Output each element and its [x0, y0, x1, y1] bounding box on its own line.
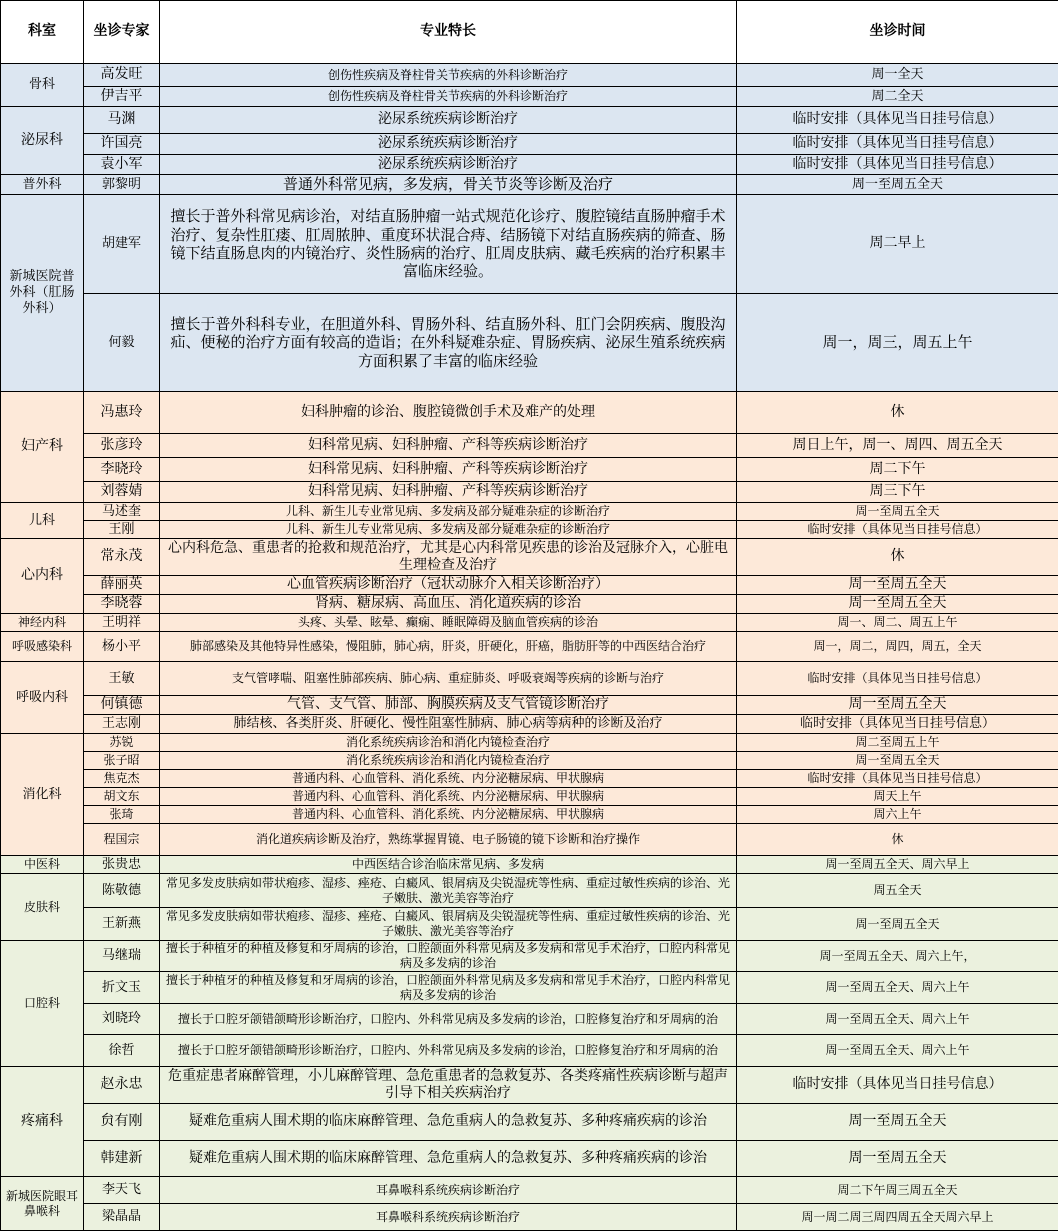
- doctor-cell: 常永茂: [84, 539, 160, 576]
- table-row: [1, 1104, 1058, 1141]
- department-cell: 妇产科: [1, 392, 84, 503]
- specialty-cell: 妇科肿瘤的诊治、腹腔镜微创手术及难产的处理: [160, 392, 737, 434]
- specialty-cell: 心内科危急、重患者的抢救和规范治疗，尤其是心内科常见疾患的诊治及冠脉介入，心脏电生理检查及治疗: [160, 539, 737, 576]
- schedule-cell: 周三下午: [737, 482, 1058, 503]
- schedule-cell: 周一至周五全天、周六上午: [737, 972, 1058, 1004]
- table-row: [1, 595, 1058, 614]
- doctor-cell: 陈敬德: [84, 874, 160, 908]
- schedule-cell: 周一周二周三周四周五全天周六早上: [737, 1204, 1058, 1231]
- department-cell: 骨科: [1, 64, 84, 107]
- table-row: [1, 752, 1058, 770]
- specialty-cell: 擅长于口腔牙颌错颌畸形诊断治疗，口腔内、外科常见病及多发病的诊治，口腔修复治疗和牙周病的治: [160, 1004, 737, 1035]
- table-row: [1, 458, 1058, 482]
- department-cell: 口腔科: [1, 941, 84, 1067]
- doctor-cell: 张贵忠: [84, 856, 160, 874]
- specialty-cell: 中西医结合诊治临床常见病、多发病: [160, 856, 737, 874]
- table-row: [1, 482, 1058, 503]
- schedule-cell: 周二全天: [737, 87, 1058, 107]
- specialty-cell: 肾病、糖尿病、高血压、消化道疾病的诊治: [160, 595, 737, 614]
- department-cell: 皮肤科: [1, 874, 84, 941]
- doctor-cell: 杨小平: [84, 632, 160, 662]
- schedule-cell: 周二下午周三周五全天: [737, 1177, 1058, 1204]
- table-row: [1, 195, 1058, 294]
- specialty-cell: 头疼、头晕、眩晕、癫痫、睡眠障碍及脑血管疾病的诊治: [160, 614, 737, 632]
- doctor-cell: 袁小军: [84, 155, 160, 175]
- table-row: [1, 1067, 1058, 1104]
- specialty-cell: 创伤性疾病及脊柱骨关节疾病的外科诊断治疗: [160, 87, 737, 107]
- schedule-cell: 周一，周三，周五上午: [737, 294, 1058, 392]
- doctor-cell: 高发旺: [84, 64, 160, 87]
- table-row: [1, 1004, 1058, 1035]
- table-row: [1, 434, 1058, 458]
- department-cell: 消化科: [1, 734, 84, 856]
- table-row: [1, 788, 1058, 806]
- department-cell: 儿科: [1, 503, 84, 539]
- header-department: 科室: [1, 1, 84, 64]
- specialty-cell: 消化道疾病诊断及治疗，熟练掌握胃镜、电子肠镜的镜下诊断和治疗操作: [160, 824, 737, 856]
- table-row: [1, 521, 1058, 539]
- table-row: [1, 107, 1058, 134]
- schedule-cell: 周二至周五上午: [737, 734, 1058, 752]
- doctor-cell: 赵永忠: [84, 1067, 160, 1104]
- header-doctor: 坐诊专家: [84, 1, 160, 64]
- specialty-cell: 耳鼻喉科系统疾病诊断治疗: [160, 1177, 737, 1204]
- table-row: [1, 972, 1058, 1004]
- schedule-cell: 周一至周五全天: [737, 595, 1058, 614]
- specialty-cell: 擅长于普外科科专业，在胆道外科、胃肠外科、结直肠外科、肛门会阴疾病、腹股沟疝、便秘的治疗方面有较高的造诣；在外科疑难杂症、胃肠疾病、泌尿生殖系统疾病方面积累了丰富的临床经验: [160, 294, 737, 392]
- schedule-cell: 周一至周五全天: [737, 503, 1058, 521]
- specialty-cell: 常见多发皮肤病如带状疱疹、湿疹、痤疮、白癜风、银屑病及尖锐湿疣等性病、重症过敏性疾病的诊治、光子嫩肤、激光美容等治疗: [160, 874, 737, 908]
- specialty-cell: 肺部感染及其他特异性感染，慢阻肺，肺心病，肝炎，肝硬化，肝癌，脂肪肝等的中西医结合治疗: [160, 632, 737, 662]
- specialty-cell: 普通外科常见病，多发病，骨关节炎等诊断及治疗: [160, 175, 737, 195]
- doctor-cell: 张琦: [84, 806, 160, 824]
- schedule-cell: 周一至周五全天: [737, 1104, 1058, 1141]
- doctor-cell: 王新燕: [84, 908, 160, 941]
- table-row: [1, 734, 1058, 752]
- doctor-cell: 何毅: [84, 294, 160, 392]
- table-row: [1, 770, 1058, 788]
- schedule-cell: 周一至周五全天: [737, 752, 1058, 770]
- doctor-cell: 程国宗: [84, 824, 160, 856]
- schedule-cell: 周一至周五全天: [737, 696, 1058, 715]
- specialty-cell: 气管、支气管、肺部、胸膜疾病及支气管镜诊断治疗: [160, 696, 737, 715]
- table-row: [1, 155, 1058, 175]
- schedule-cell: 周一至周五全天: [737, 1141, 1058, 1177]
- specialty-cell: 耳鼻喉科系统疾病诊断治疗: [160, 1204, 737, 1231]
- table-row: [1, 874, 1058, 908]
- schedule-cell: 临时安排（具体见当日挂号信息）: [737, 521, 1058, 539]
- specialty-cell: 泌尿系统疾病诊断治疗: [160, 107, 737, 134]
- table-row: [1, 294, 1058, 392]
- doctor-cell: 贠有刚: [84, 1104, 160, 1141]
- schedule-cell: 周一至周五全天、周六上午: [737, 1035, 1058, 1067]
- schedule-cell: 周六上午: [737, 806, 1058, 824]
- doctor-cell: 薛丽英: [84, 576, 160, 595]
- doctor-cell: 郭黎明: [84, 175, 160, 195]
- table-row: [1, 64, 1058, 87]
- schedule-cell: 周一至周五全天: [737, 175, 1058, 195]
- specialty-cell: 消化系统疾病诊治和消化内镜检查治疗: [160, 734, 737, 752]
- table-row: [1, 503, 1058, 521]
- doctor-cell: 韩建新: [84, 1141, 160, 1177]
- table-row: [1, 134, 1058, 155]
- specialty-cell: 泌尿系统疾病诊断治疗: [160, 134, 737, 155]
- table-row: [1, 87, 1058, 107]
- table-row: [1, 856, 1058, 874]
- specialty-cell: 消化系统疾病诊治和消化内镜检查治疗: [160, 752, 737, 770]
- schedule-cell: 周一至周五全天、周六上午: [737, 1004, 1058, 1035]
- table-row: [1, 632, 1058, 662]
- table-row: [1, 941, 1058, 972]
- table-row: [1, 696, 1058, 715]
- schedule-cell: 临时安排（具体见当日挂号信息）: [737, 107, 1058, 134]
- doctor-cell: 刘蓉婧: [84, 482, 160, 503]
- schedule-cell: 周一全天: [737, 64, 1058, 87]
- specialty-cell: 妇科常见病、妇科肿瘤、产科等疾病诊断治疗: [160, 434, 737, 458]
- schedule-cell: 临时安排（具体见当日挂号信息）: [737, 715, 1058, 734]
- table-row: [1, 908, 1058, 941]
- schedule-cell: 周五全天: [737, 874, 1058, 908]
- doctor-cell: 焦克杰: [84, 770, 160, 788]
- header-schedule: 坐诊时间: [737, 1, 1058, 64]
- schedule-cell: 周日上午，周一、周四、周五全天: [737, 434, 1058, 458]
- doctor-cell: 王志刚: [84, 715, 160, 734]
- schedule-cell: 周一至周五全天、周六上午，: [737, 941, 1058, 972]
- table-row: [1, 1204, 1058, 1231]
- specialty-cell: 妇科常见病、妇科肿瘤、产科等疾病诊断治疗: [160, 482, 737, 503]
- doctor-cell: 张子昭: [84, 752, 160, 770]
- header-specialty: 专业特长: [160, 1, 737, 64]
- table-row: [1, 614, 1058, 632]
- doctor-cell: 梁晶晶: [84, 1204, 160, 1231]
- department-cell: 泌尿科: [1, 107, 84, 175]
- table-row: [1, 824, 1058, 856]
- schedule-cell: 周一、周二、周五上午: [737, 614, 1058, 632]
- specialty-cell: 普通内科、心血管科、消化系统、内分泌糖尿病、甲状腺病: [160, 770, 737, 788]
- specialty-cell: 擅长于普外科常见病诊治，对结直肠肿瘤一站式规范化诊疗、腹腔镜结直肠肿瘤手术治疗、复杂性肛瘘、肛周脓肿、重度环状混合痔、结肠镜下对结直肠疾病的筛查、肠镜下结直肠息肉的内镜治疗、炎性肠病的治疗、肛周皮肤病、藏毛疾病的治疗积累丰富临床经验。: [160, 195, 737, 294]
- doctor-cell: 李晓蓉: [84, 595, 160, 614]
- specialty-cell: 擅长于口腔牙颌错颌畸形诊断治疗，口腔内、外科常见病及多发病的诊治，口腔修复治疗和牙周病的治: [160, 1035, 737, 1067]
- department-cell: 呼吸内科: [1, 662, 84, 734]
- table-row: [1, 715, 1058, 734]
- specialty-cell: 疑难危重病人围术期的临床麻醉管理、急危重病人的急救复苏、多种疼痛疾病的诊治: [160, 1104, 737, 1141]
- header-row: [1, 1, 1058, 64]
- doctor-cell: 王刚: [84, 521, 160, 539]
- schedule-cell: 周天上午: [737, 788, 1058, 806]
- department-cell: 疼痛科: [1, 1067, 84, 1177]
- table-row: [1, 576, 1058, 595]
- doctor-cell: 徐哲: [84, 1035, 160, 1067]
- department-cell: 中医科: [1, 856, 84, 874]
- table-row: [1, 175, 1058, 195]
- department-cell: 呼吸感染科: [1, 632, 84, 662]
- schedule-cell: 临时安排（具体见当日挂号信息）: [737, 662, 1058, 696]
- doctor-cell: 马继瑞: [84, 941, 160, 972]
- doctor-cell: 刘晓玲: [84, 1004, 160, 1035]
- specialty-cell: 肺结核、各类肝炎、肝硬化、慢性阻塞性肺病、肺心病等病种的诊断及治疗: [160, 715, 737, 734]
- doctor-cell: 胡建军: [84, 195, 160, 294]
- doctor-cell: 马渊: [84, 107, 160, 134]
- schedule-cell: 周一至周五全天、周六早上: [737, 856, 1058, 874]
- specialty-cell: 泌尿系统疾病诊断治疗: [160, 155, 737, 175]
- doctor-cell: 冯惠玲: [84, 392, 160, 434]
- doctor-cell: 李晓玲: [84, 458, 160, 482]
- schedule-cell: 周二早上: [737, 195, 1058, 294]
- specialty-cell: 擅长于种植牙的种植及修复和牙周病的诊治，口腔颌面外科常见病及多发病和常见手术治疗，口腔内科常见病及多发病的诊治: [160, 972, 737, 1004]
- table-row: [1, 1035, 1058, 1067]
- specialty-cell: 危重症患者麻醉管理，小儿麻醉管理、急危重患者的急救复苏、各类疼痛性疾病诊断与超声引导下相关疾病治疗: [160, 1067, 737, 1104]
- schedule-cell: 周一至周五全天: [737, 576, 1058, 595]
- doctor-cell: 苏锐: [84, 734, 160, 752]
- specialty-cell: 心血管疾病诊断治疗（冠状动脉介入相关诊断治疗）: [160, 576, 737, 595]
- schedule-cell: 休: [737, 824, 1058, 856]
- doctor-cell: 李天飞: [84, 1177, 160, 1204]
- department-cell: 普外科: [1, 175, 84, 195]
- doctor-cell: 何镇德: [84, 696, 160, 715]
- doctor-cell: 王敏: [84, 662, 160, 696]
- schedule-cell: 临时安排（具体见当日挂号信息）: [737, 134, 1058, 155]
- specialty-cell: 普通内科、心血管科、消化系统、内分泌糖尿病、甲状腺病: [160, 806, 737, 824]
- schedule-cell: 周二下午: [737, 458, 1058, 482]
- doctor-cell: 张彦玲: [84, 434, 160, 458]
- department-cell: 新城医院眼耳鼻喉科: [1, 1177, 84, 1231]
- department-cell: 新城医院普外科（肛肠外科）: [1, 195, 84, 392]
- specialty-cell: 儿科、新生儿专业常见病、多发病及部分疑难杂症的诊断治疗: [160, 503, 737, 521]
- table-row: [1, 806, 1058, 824]
- schedule-cell: 周一，周二，周四，周五，全天: [737, 632, 1058, 662]
- doctor-cell: 许国亮: [84, 134, 160, 155]
- specialty-cell: 儿科、新生儿专业常见病、多发病及部分疑难杂症的诊断治疗: [160, 521, 737, 539]
- specialty-cell: 普通内科、心血管科、消化系统、内分泌糖尿病、甲状腺病: [160, 788, 737, 806]
- department-cell: 神经内科: [1, 614, 84, 632]
- schedule-cell: 临时安排（具体见当日挂号信息）: [737, 770, 1058, 788]
- table-row: [1, 1177, 1058, 1204]
- doctor-cell: 折文玉: [84, 972, 160, 1004]
- table-row: [1, 1141, 1058, 1177]
- specialty-cell: 擅长于种植牙的种植及修复和牙周病的诊治，口腔颌面外科常见病及多发病和常见手术治疗，口腔内科常见病及多发病的诊治: [160, 941, 737, 972]
- schedule-cell: 临时安排（具体见当日挂号信息）: [737, 155, 1058, 175]
- specialty-cell: 妇科常见病、妇科肿瘤、产科等疾病诊断治疗: [160, 458, 737, 482]
- table-row: [1, 392, 1058, 434]
- specialty-cell: 疑难危重病人围术期的临床麻醉管理、急危重病人的急救复苏、多种疼痛疾病的诊治: [160, 1141, 737, 1177]
- doctor-cell: 胡文东: [84, 788, 160, 806]
- schedule-cell: 休: [737, 392, 1058, 434]
- doctor-cell: 伊吉平: [84, 87, 160, 107]
- specialty-cell: 支气管哮喘、阻塞性肺部疾病、肺心病、重症肺炎、呼吸衰竭等疾病的诊断与治疗: [160, 662, 737, 696]
- department-cell: 心内科: [1, 539, 84, 614]
- table-row: [1, 662, 1058, 696]
- doctor-cell: 马述奎: [84, 503, 160, 521]
- doctor-cell: 王明祥: [84, 614, 160, 632]
- schedule-cell: 周一至周五全天: [737, 908, 1058, 941]
- schedule-cell: 临时安排（具体见当日挂号信息）: [737, 1067, 1058, 1104]
- specialty-cell: 创伤性疾病及脊柱骨关节疾病的外科诊断治疗: [160, 64, 737, 87]
- table-row: [1, 539, 1058, 576]
- schedule-cell: 休: [737, 539, 1058, 576]
- specialty-cell: 常见多发皮肤病如带状疱疹、湿疹、痤疮、白癜风、银屑病及尖锐湿疣等性病、重症过敏性疾病的诊治、光子嫩肤、激光美容等治疗: [160, 908, 737, 941]
